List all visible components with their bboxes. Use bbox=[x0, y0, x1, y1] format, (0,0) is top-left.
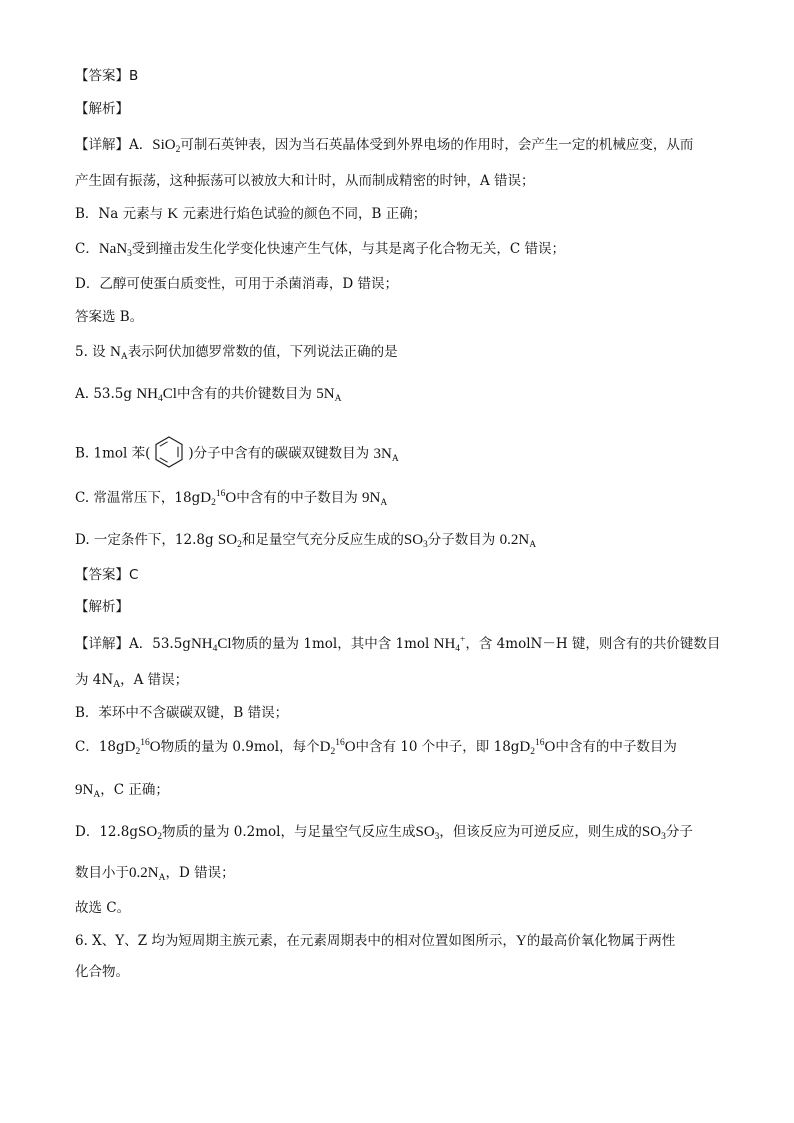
formula-k: K bbox=[167, 206, 179, 222]
q5-detail-line-2: 为 $4N_A$，A 错误； bbox=[75, 672, 189, 690]
q4-detail-line-2: 产生固有振荡，这种振荡可以被放大和计时，从而制成精密的时钟，A 错误； bbox=[75, 173, 535, 189]
q5-option-b: B. 1mol 苯( )分子中含有的碳碳双键数目为 $3N_A$ bbox=[75, 436, 399, 472]
formula-nan3: NaN$_3$ bbox=[98, 241, 132, 259]
formula-d2o16: $D_2^{16}O$ bbox=[319, 738, 356, 757]
formula-nh4cl: $NH_4Cl$ bbox=[136, 386, 177, 404]
formula-so2: $SO_2$ bbox=[217, 532, 242, 550]
q4-analysis-heading: 【解析】 bbox=[75, 101, 129, 117]
formula-d2o16: $D_2^{16}O$ bbox=[124, 738, 161, 757]
formula-sio2: SiO$_2$ bbox=[152, 137, 181, 155]
formula-nh4cl: $NH_4Cl$ bbox=[190, 636, 232, 654]
formula-0.2na: $0.2N_A$ bbox=[129, 865, 166, 883]
q5-option-c: C. 常温常压下，$18gD_2^{16}O$中含有的中子数目为 $9N_A$ bbox=[75, 489, 388, 508]
formula-so3: $SO_3$ bbox=[415, 824, 440, 842]
q5-answer: 【答案】C bbox=[75, 567, 139, 583]
formula-0.2na: $0.2N_A$ bbox=[499, 532, 537, 550]
q5-detail-line-4: C．$18gD_2^{16}O$物质的量为 0.9mol，每个$D_2^{16}O$中含有 10 个中子，即 $18gD_2^{16}O$中含有的中子数目为 bbox=[75, 738, 677, 757]
q4-answer: 【答案】B bbox=[75, 68, 139, 84]
formula-so3: $SO_3$ bbox=[403, 532, 428, 550]
q5-detail-line-3: B．苯环中不含碳碳双键，B 错误； bbox=[75, 705, 289, 721]
detail-tag: 【详解】 bbox=[75, 137, 129, 153]
benzene-structure-icon bbox=[151, 434, 187, 470]
formula-5na: $5N_A$ bbox=[316, 386, 342, 404]
q6-stem-line-2: 化合物。 bbox=[75, 964, 129, 980]
q5-conclusion: 故选 C。 bbox=[75, 900, 131, 916]
q4-conclusion: 答案选 B。 bbox=[75, 309, 144, 325]
q5-detail-line-5: $9N_A$，C 正确； bbox=[75, 782, 169, 800]
q5-option-a: A. 53.5g $NH_4Cl$中含有的共价键数目为 $5N_A$ bbox=[75, 386, 342, 404]
formula-9na: $9N_A$ bbox=[362, 490, 388, 508]
q4-detail-line-5: D．乙醇可使蛋白质变性，可用于杀菌消毒，D 错误； bbox=[75, 276, 398, 292]
q5-detail-line-1: 【详解】A．53.5gNH$_4$Cl物质的量为 1mol，其中含 1mol $NH_4^+$，含 4molN－H 键，则含有的共价键数目 bbox=[75, 635, 721, 654]
q5-analysis-heading: 【解析】 bbox=[75, 599, 129, 615]
q5-detail-line-7: 数目小于$0.2N_A$，D 错误； bbox=[75, 865, 235, 883]
formula-y: Y bbox=[515, 933, 527, 949]
q4-detail-line-1: 【详解】A．SiO$_2$可制石英钟表，因为当石英晶体受到外界电场的作用时，会产生一定的机械应变，从而 bbox=[75, 137, 694, 155]
q6-stem-line-1: 6. X、Y、Z 均为短周期主族元素，在元素周期表中的相对位置如图所示，Y的最高价氧化物属于两性 bbox=[75, 933, 676, 949]
formula-d2o16: $D_2^{16}O$ bbox=[200, 489, 237, 508]
q5-detail-line-6: D．12.8gSO$_2$物质的量为 0.2mol，与足量空气反应生成$SO_3$，但该反应为可逆反应，则生成的$SO_3$分子 bbox=[75, 824, 693, 842]
formula-d2o16: $D_2^{16}O$ bbox=[519, 738, 556, 757]
formula-nh4-ion: $NH_4^+$ bbox=[433, 635, 466, 654]
detail-tag: 【详解】 bbox=[75, 636, 129, 652]
q4-detail-line-4: C．NaN$_3$受到撞击发生化学变化快速产生气体，与其是离子化合物无关，C 错误； bbox=[75, 241, 566, 259]
q5-option-d: D. 一定条件下，12.8g $SO_2$和足量空气充分反应生成的$SO_3$分子数目为 $0.2N_A$ bbox=[75, 532, 537, 550]
formula-9na: $9N_A$ bbox=[75, 782, 101, 800]
q5-stem: 5. 设 $N_A$表示阿伏加德罗常数的值，下列说法正确的是 bbox=[75, 344, 398, 362]
formula-so2: $SO_2$ bbox=[138, 824, 162, 842]
formula-3na: $3N_A$ bbox=[373, 445, 399, 464]
q4-detail-line-3: B．Na 元素与 K 元素进行焰色试验的颜色不同，B 正确； bbox=[75, 206, 427, 222]
formula-na: $N_A$ bbox=[109, 344, 128, 362]
formula-so3: $SO_3$ bbox=[641, 824, 666, 842]
